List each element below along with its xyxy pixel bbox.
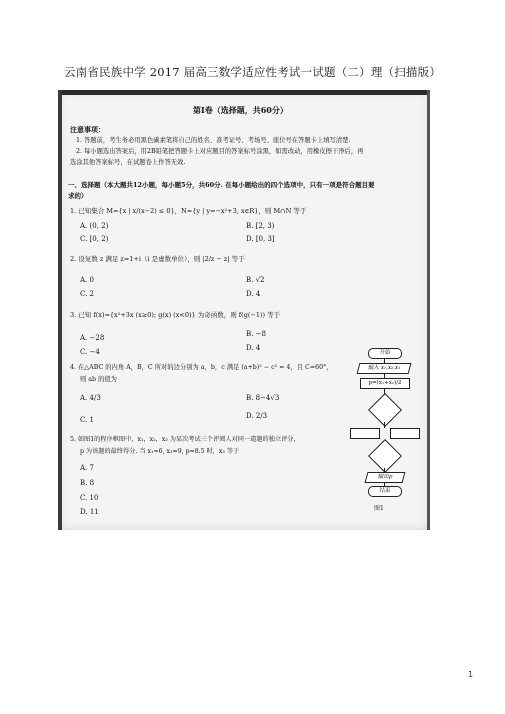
document-title: 云南省民族中学 2017 届高三数学适应性考试一试题（二）理（扫描版） (63, 65, 442, 79)
q1-option-c: C. [0, 2) (80, 235, 109, 243)
question-3: 3. 已知 f(x)={x²+3x (x≥0); g(x) (x<0)} 为奇函数，则 f(g(−1)) 等于 (70, 311, 281, 319)
notice-title: 注意事项： (70, 125, 105, 134)
notice-line-2: 2. 每小题选出答案后，用2B铅笔把答题卡上对应题目的答案标号涂黑，如需改动，用橡皮擦干净后，再 (76, 148, 364, 155)
q5-option-b: B. 8 (80, 479, 95, 487)
part-header: 一、选择题（本大题共12小题，每小题5分，共60分. 在每小题给出的四个选项中，只有一项是符合题目要 (68, 181, 375, 189)
scan-edge-top (58, 90, 430, 95)
flowchart-figure (348, 348, 424, 498)
q5-option-d: D. 11 (80, 508, 99, 516)
question-4: 4. 在△ABC 的内角 A，B，C 所对的边分别为 a，b，c 满足 (a+b)² − c² = 4，且 C=60°， (70, 364, 333, 371)
flow-start: 开始 (368, 348, 402, 359)
q3-option-c: C. −4 (80, 348, 100, 356)
flow-output: 输出p (365, 472, 406, 483)
q3-option-d: D. 4 (246, 344, 261, 352)
question-5: 5. 如图1的程序框图中，x₁，x₂，x₃ 为某次考试三个评阅人对同一道题的独立评分， (70, 436, 300, 443)
question-2: 2. 设复数 z 满足 z=1+i（i 是虚数单位），则 |2/z − z| 等于 (70, 255, 245, 263)
question-5-cont: p 为该题的最终得分. 当 x₁=6, x₂=9, p=8.5 时，x₃ 等于 (80, 448, 240, 455)
q1-option-d: D. [0, 3] (246, 235, 275, 243)
q2-option-b: B. √2 (246, 276, 265, 284)
flow-calc: p=(x₁+x₂)/2 (360, 378, 410, 389)
q2-option-d: D. 4 (246, 290, 261, 298)
flow-step-a (350, 428, 380, 439)
section-header: 第Ⅰ卷（选择题，共60分） (193, 105, 288, 115)
q5-option-a: A. 7 (80, 464, 94, 472)
q2-option-a: A. 0 (80, 276, 94, 284)
scan-edge-right (427, 90, 430, 530)
flow-decision-1 (368, 393, 402, 427)
q3-option-a: A. −28 (80, 334, 105, 342)
page-number: 1 (468, 670, 474, 679)
q5-option-c: C. 10 (80, 494, 99, 502)
notice-line-1: 1. 答题前，考生务必用黑色碳素笔将自己的姓名、准考证号、考场号、座位号在答题卡上填写清楚. (76, 137, 351, 144)
flow-arrow (384, 422, 385, 428)
q1-option-a: A. (0, 2) (80, 222, 109, 230)
question-1: 1. 已知集合 M={x | x/(x−2) ≤ 0}，N={y | y=−x²+3, x∈R}，则 M∩N 等于 (70, 207, 307, 215)
flow-input: 输入 x₁,x₂,x₃ (357, 363, 412, 374)
q4-option-c: C. 1 (80, 416, 95, 424)
q2-option-c: C. 2 (80, 290, 95, 298)
q4-option-a: A. 4/3 (80, 394, 101, 402)
figure-label: 图1 (374, 505, 384, 512)
scan-edge-left (58, 90, 62, 530)
question-4-cont: 则 ab 的值为 (80, 376, 117, 383)
flow-end: 结束 (368, 486, 402, 497)
flow-decision-2 (368, 439, 402, 473)
part-header-cont: 求的） (68, 192, 88, 200)
q3-option-b: B. −8 (246, 330, 266, 338)
flow-step-b (390, 428, 420, 439)
q4-option-b: B. 8−4√3 (246, 394, 280, 402)
notice-line-3: 选涂其他答案标号，在试题卷上作答无效. (70, 159, 186, 166)
q1-option-b: B. [2, 3) (246, 222, 275, 230)
scanned-exam-page (58, 90, 430, 530)
q4-option-d: D. 2/3 (246, 412, 268, 420)
